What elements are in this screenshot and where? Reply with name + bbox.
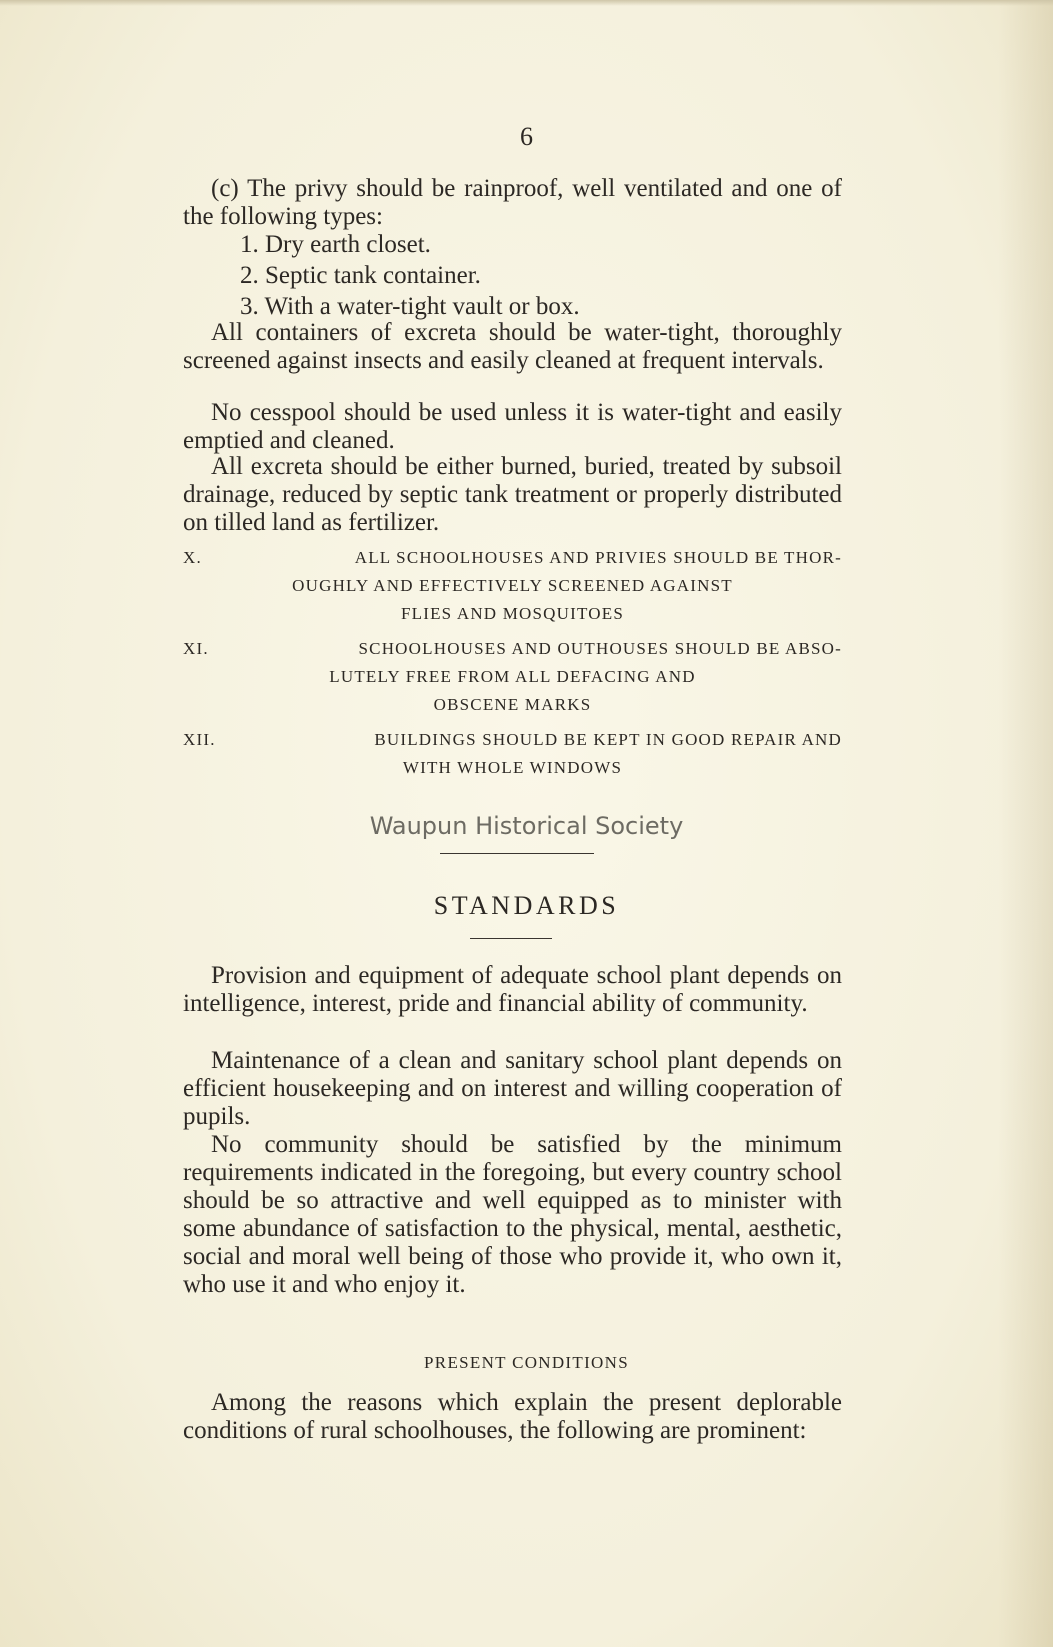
page-top-edge	[0, 0, 1053, 6]
privy-types-list	[240, 229, 580, 322]
rule-number: XI.	[183, 639, 209, 658]
page-number: 6	[520, 122, 533, 151]
rule-line: ALL SCHOOLHOUSES AND PRIVIES SHOULD BE THOR-	[354, 548, 842, 567]
watermark-text: Waupun Historical Society	[369, 812, 684, 840]
excreta-paragraph: All excreta should be either burned, buried, treated by subsoil drainage, reduced by septic tank treatment or properly distributed on tilled land as fertilizer.	[183, 453, 842, 536]
rule-xi	[183, 635, 842, 719]
section-divider	[440, 853, 594, 854]
standards-heading: STANDARDS	[433, 891, 620, 920]
rule-line: LUTELY FREE FROM ALL DEFACING AND	[329, 667, 696, 686]
privy-intro: (c) The privy should be rainproof, well ventilated and one of the following types:	[183, 175, 842, 230]
rule-line: WITH WHOLE WINDOWS	[402, 758, 623, 777]
rule-xii	[183, 726, 842, 782]
heading-underline	[470, 938, 552, 939]
rule-x	[183, 544, 842, 628]
present-conditions-paragraph: Among the reasons which explain the present deplorable conditions of rural schoolhouses, the following are prominent:	[183, 1389, 842, 1444]
list-item: 3. With a water-tight vault or box.	[240, 293, 580, 320]
standards-paragraph: Provision and equipment of adequate school plant depends on intelligence, interest, pride and financial ability of community.	[183, 962, 842, 1017]
standards-paragraph: No community should be satisfied by the minimum requirements indicated in the foregoing, but every country school should be so attractive and well equipped as to minister with some abundance of satisfaction to the physical, mental, aesthetic, social and moral well being of those who provide it, who own it, who use it and who enjoy it.	[183, 1131, 842, 1298]
rule-line: FLIES AND MOSQUITOES	[401, 604, 624, 623]
present-conditions-heading: PRESENT CONDITIONS	[424, 1353, 629, 1372]
list-item: 1. Dry earth closet.	[240, 231, 431, 258]
containers-paragraph: All containers of excreta should be water-tight, thoroughly screened against insects and easily cleaned at frequent intervals.	[183, 319, 842, 374]
rule-line: OBSCENE MARKS	[433, 695, 592, 714]
rule-line: SCHOOLHOUSES AND OUTHOUSES SHOULD BE ABSO-	[358, 639, 842, 658]
rule-line: OUGHLY AND EFFECTIVELY SCREENED AGAINST	[292, 576, 733, 595]
cesspool-paragraph: No cesspool should be used unless it is water-tight and easily emptied and cleaned.	[183, 399, 842, 454]
standards-paragraph: Maintenance of a clean and sanitary school plant depends on efficient housekeeping and on interest and willing cooperation of pupils.	[183, 1047, 842, 1130]
rule-line: BUILDINGS SHOULD BE KEPT IN GOOD REPAIR AND	[374, 730, 842, 749]
rule-number: X.	[183, 548, 202, 567]
rule-number: XII.	[183, 730, 216, 749]
list-item: 2. Septic tank container.	[240, 262, 481, 289]
